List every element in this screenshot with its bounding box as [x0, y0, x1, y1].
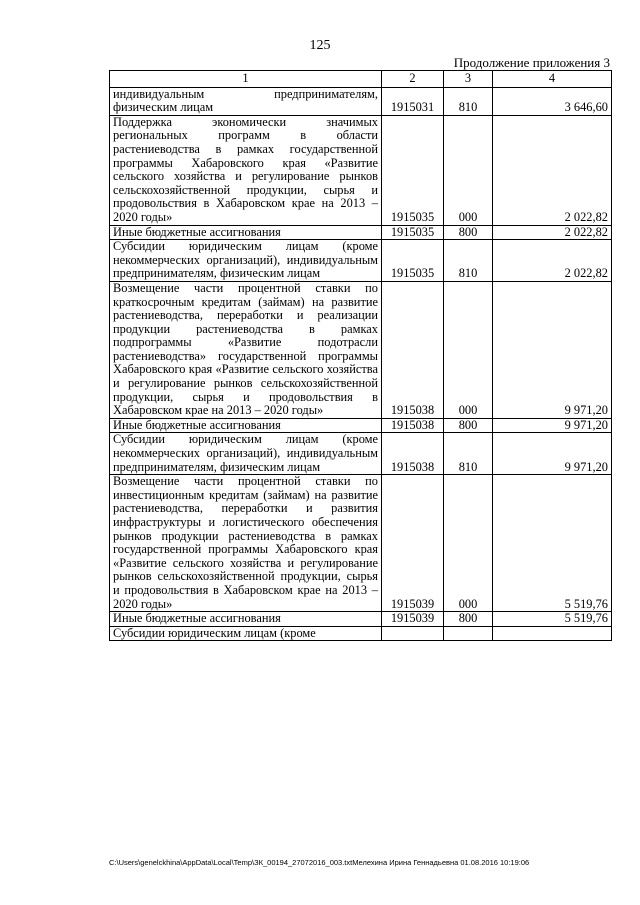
row-kind: 810 [444, 87, 493, 115]
row-kind: 000 [444, 281, 493, 418]
table-row [110, 240, 612, 282]
footer-file-path: C:\Users\genelckhina\AppData\Local\Temp\ЗК_00194_27072016_003.txtМелехина Ирина Геннадьевна 01.08.2016 10:19:06 [109, 858, 530, 867]
page-number: 125 [309, 38, 331, 53]
row-name: Иные бюджетные ассигнования [110, 612, 382, 627]
row-kind: 000 [444, 115, 493, 225]
row-sum: 9 971,20 [493, 433, 612, 475]
row-name: Иные бюджетные ассигнования [110, 418, 382, 433]
table-row [110, 115, 612, 225]
table-header-row [110, 71, 612, 88]
row-name: Возмещение части процентной ставки по краткосрочным кредитам (займам) на развитие растениеводства, переработки и реализации продукции растениеводства в рамках подпрограммы «Развитие подотрасли растениеводства» государственной программы Хабаровского края «Развитие сельского хозяйства и регулирование рынков сельскохозяйственной продукции, сырья и продовольствия в Хабаровском крае на 2013 – 2020 годы» [110, 281, 382, 418]
header-col-1: 1 [110, 71, 382, 88]
row-name: Поддержка экономически значимых региональных программ в области растениеводства в рамках государственной программы Хабаровского края «Развитие сельского хозяйства и регулирование рынков сельскохозяйственной продукции, сырья и продовольствия в Хабаровском крае на 2013 – 2020 годы» [110, 115, 382, 225]
row-kind: 800 [444, 225, 493, 240]
table-row [110, 225, 612, 240]
header-col-4: 4 [493, 71, 612, 88]
row-sum: 3 646,60 [493, 87, 612, 115]
row-code: 1915038 [382, 281, 444, 418]
row-kind: 800 [444, 612, 493, 627]
row-kind: 000 [444, 475, 493, 612]
row-code: 1915035 [382, 115, 444, 225]
table-row [110, 87, 612, 115]
row-name: Возмещение части процентной ставки по инвестиционным кредитам (займам) на развитие растениеводства, переработки и развития инфраструктуры и логистического обеспечения рынков продукции растениеводства в рамках государственной программы Хабаровского края «Развитие сельского хозяйства и регулирование рынков сельскохозяйственной продукции, сырья и продовольствия в Хабаровском крае на 2013 – 2020 годы» [110, 475, 382, 612]
row-code: 1915039 [382, 475, 444, 612]
table-row [110, 418, 612, 433]
row-code: 1915038 [382, 433, 444, 475]
row-name: Субсидии юридическим лицам (кроме [110, 626, 382, 641]
row-sum: 2 022,82 [493, 115, 612, 225]
row-code [382, 626, 444, 641]
row-name: Субсидии юридическим лицам (кроме некоммерческих организаций), индивидуальным предпринимателям, физическим лицам [110, 240, 382, 282]
table-row [110, 475, 612, 612]
row-code: 1915035 [382, 225, 444, 240]
row-kind: 800 [444, 418, 493, 433]
row-kind: 810 [444, 433, 493, 475]
row-code: 1915039 [382, 612, 444, 627]
table-row [110, 612, 612, 627]
header-col-3: 3 [444, 71, 493, 88]
header-col-2: 2 [382, 71, 444, 88]
table-row [110, 626, 612, 641]
row-name: Иные бюджетные ассигнования [110, 225, 382, 240]
row-code: 1915031 [382, 87, 444, 115]
row-name: Субсидии юридическим лицам (кроме некоммерческих организаций), индивидуальным предпринимателям, физическим лицам [110, 433, 382, 475]
row-kind [444, 626, 493, 641]
row-sum: 2 022,82 [493, 240, 612, 282]
budget-table [109, 70, 612, 641]
row-sum: 5 519,76 [493, 612, 612, 627]
row-sum: 2 022,82 [493, 225, 612, 240]
row-sum: 5 519,76 [493, 475, 612, 612]
row-sum: 9 971,20 [493, 418, 612, 433]
table-row [110, 433, 612, 475]
row-sum: 9 971,20 [493, 281, 612, 418]
row-code: 1915035 [382, 240, 444, 282]
table-row [110, 281, 612, 418]
row-name: индивидуальным предпринимателям, физическим лицам [110, 87, 382, 115]
continuation-note: Продолжение приложения 3 [453, 55, 610, 70]
row-code: 1915038 [382, 418, 444, 433]
row-kind: 810 [444, 240, 493, 282]
row-sum [493, 626, 612, 641]
